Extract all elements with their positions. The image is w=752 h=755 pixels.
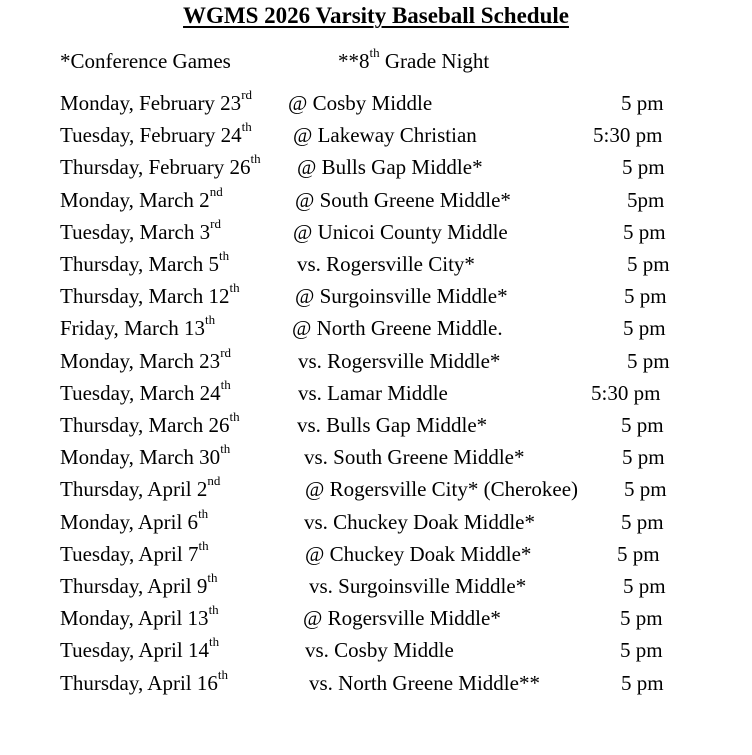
game-date — [60, 505, 209, 535]
game-date-text: Tuesday, February 24 — [60, 123, 242, 148]
game-time: 5 pm — [621, 413, 664, 437]
game-date-ordinal: th — [217, 666, 228, 682]
grade-night-prefix: **8 — [338, 49, 370, 73]
game-date-ordinal: th — [220, 441, 231, 457]
schedule-row — [0, 215, 752, 252]
game-time: 5 pm — [623, 219, 666, 244]
schedule-row — [0, 151, 752, 187]
conference-games-legend: *Conference Games — [60, 49, 231, 73]
game-date-text: Tuesday, March 3 — [60, 219, 211, 244]
schedule-row — [0, 312, 752, 348]
game-time: 5 pm — [623, 316, 666, 341]
game-date — [60, 87, 253, 116]
game-date-ordinal: th — [207, 570, 218, 585]
game-date-ordinal: nd — [209, 183, 223, 199]
game-date-text: Thursday, March 12 — [60, 284, 230, 309]
game-date — [60, 602, 219, 631]
game-date-text: Monday, February 23 — [60, 91, 242, 115]
game-date-text: Monday, April 13 — [60, 606, 209, 631]
schedule-row — [0, 570, 752, 606]
schedule-row — [0, 409, 752, 445]
game-opponent: @ Lakeway Christian — [293, 123, 477, 148]
game-time: 5:30 pm — [593, 123, 663, 148]
game-time: 5 pm — [627, 252, 670, 276]
schedule-row — [0, 119, 752, 155]
game-time: 5 pm — [627, 348, 670, 373]
game-time: 5 pm — [624, 284, 667, 309]
game-date-text: Thursday, February 26 — [60, 155, 251, 180]
game-date-ordinal: th — [198, 505, 209, 521]
game-opponent: vs. South Greene Middle* — [304, 445, 525, 470]
game-opponent: @ Bulls Gap Middle* — [297, 155, 483, 180]
game-date-ordinal: th — [219, 248, 230, 263]
game-date-ordinal: th — [208, 634, 220, 650]
game-date-ordinal: th — [208, 602, 219, 618]
schedule-row — [0, 473, 752, 509]
game-date-ordinal: th — [198, 537, 209, 553]
game-time: 5 pm — [617, 541, 660, 566]
game-opponent: vs. Bulls Gap Middle* — [297, 413, 488, 437]
game-opponent: vs. Chuckey Doak Middle* — [304, 509, 535, 534]
game-date — [60, 666, 228, 696]
game-opponent: @ South Greene Middle* — [295, 187, 511, 212]
game-date — [60, 248, 230, 277]
schedule-row — [0, 602, 752, 638]
game-opponent: vs. North Greene Middle** — [309, 670, 540, 695]
game-date-ordinal: th — [229, 409, 240, 424]
game-date — [60, 312, 216, 341]
game-date-text: Monday, March 30 — [60, 445, 221, 470]
game-date-ordinal: th — [250, 151, 261, 167]
schedule-row — [0, 505, 752, 542]
game-opponent: @ Surgoinsville Middle* — [295, 284, 508, 309]
schedule-row — [0, 634, 752, 670]
page-title: WGMS 2026 Varsity Baseball Schedule — [183, 3, 569, 28]
game-date-ordinal: rd — [210, 215, 221, 231]
game-date-text: Thursday, March 5 — [60, 252, 220, 276]
game-time: 5 pm — [624, 477, 667, 502]
game-date — [60, 183, 223, 213]
game-opponent: vs. Lamar Middle — [298, 380, 448, 405]
game-date-ordinal: th — [229, 280, 240, 296]
game-time: 5 pm — [620, 638, 663, 663]
game-date-ordinal: nd — [207, 473, 221, 489]
schedule-row — [0, 344, 752, 381]
game-date-text: Monday, March 23 — [60, 348, 221, 373]
grade-night-ordinal: th — [369, 45, 380, 60]
grade-night-suffix: Grade Night — [379, 49, 490, 73]
game-date-text: Tuesday, April 7 — [60, 541, 199, 566]
game-date-text: Tuesday, March 24 — [60, 380, 221, 405]
game-time: 5 pm — [622, 445, 665, 470]
game-date-ordinal: rd — [220, 344, 232, 360]
schedule-row — [0, 183, 752, 220]
schedule-row — [0, 376, 752, 413]
game-time: 5 pm — [621, 509, 664, 534]
game-date — [60, 409, 240, 438]
game-date — [60, 280, 240, 309]
grade-night-legend — [338, 45, 490, 74]
game-time: 5pm — [627, 187, 665, 212]
game-date — [60, 634, 220, 663]
game-date — [60, 441, 231, 470]
game-opponent: vs. Rogersville City* — [297, 252, 475, 276]
schedule-row — [0, 441, 752, 477]
game-date — [60, 119, 252, 148]
game-date-text: Friday, March 13 — [60, 316, 206, 341]
game-opponent: @ Rogersville City* (Cherokee) — [305, 477, 579, 502]
schedule-row — [0, 248, 752, 284]
game-date-text: Thursday, April 16 — [60, 670, 218, 695]
game-opponent: vs. Rogersville Middle* — [298, 348, 501, 373]
game-time: 5 pm — [623, 574, 666, 598]
game-opponent: @ North Greene Middle. — [292, 316, 503, 341]
game-date — [60, 537, 209, 567]
game-date — [60, 473, 221, 502]
game-date — [60, 344, 232, 374]
game-time: 5 pm — [620, 606, 663, 631]
game-time: 5 pm — [622, 155, 665, 180]
schedule-row — [0, 537, 752, 574]
game-date — [60, 151, 261, 180]
game-date-ordinal: th — [205, 312, 216, 328]
game-date-text: Monday, April 6 — [60, 509, 199, 534]
game-date-text: Thursday, March 26 — [60, 413, 230, 437]
game-date-text: Monday, March 2 — [60, 187, 210, 212]
game-time: 5 pm — [621, 670, 664, 695]
schedule-row — [0, 280, 752, 316]
game-date-ordinal: th — [220, 376, 231, 392]
game-date-ordinal: rd — [241, 87, 253, 102]
game-date-text: Thursday, April 9 — [60, 574, 208, 598]
game-date-text: Tuesday, April 14 — [60, 638, 209, 663]
game-date-text: Thursday, April 2 — [60, 477, 208, 502]
game-date — [60, 215, 221, 245]
game-opponent: @ Chuckey Doak Middle* — [305, 541, 532, 566]
game-opponent: vs. Cosby Middle — [305, 638, 454, 663]
game-date — [60, 376, 231, 406]
schedule-row — [0, 87, 752, 123]
game-time: 5 pm — [621, 91, 664, 115]
game-opponent: @ Rogersville Middle* — [303, 606, 501, 631]
game-opponent: @ Cosby Middle — [288, 91, 433, 115]
game-date — [60, 570, 218, 599]
game-time: 5:30 pm — [591, 380, 661, 405]
game-opponent: @ Unicoi County Middle — [293, 219, 508, 244]
schedule-row — [0, 666, 752, 703]
game-date-ordinal: th — [241, 119, 252, 135]
game-opponent: vs. Surgoinsville Middle* — [309, 574, 527, 598]
